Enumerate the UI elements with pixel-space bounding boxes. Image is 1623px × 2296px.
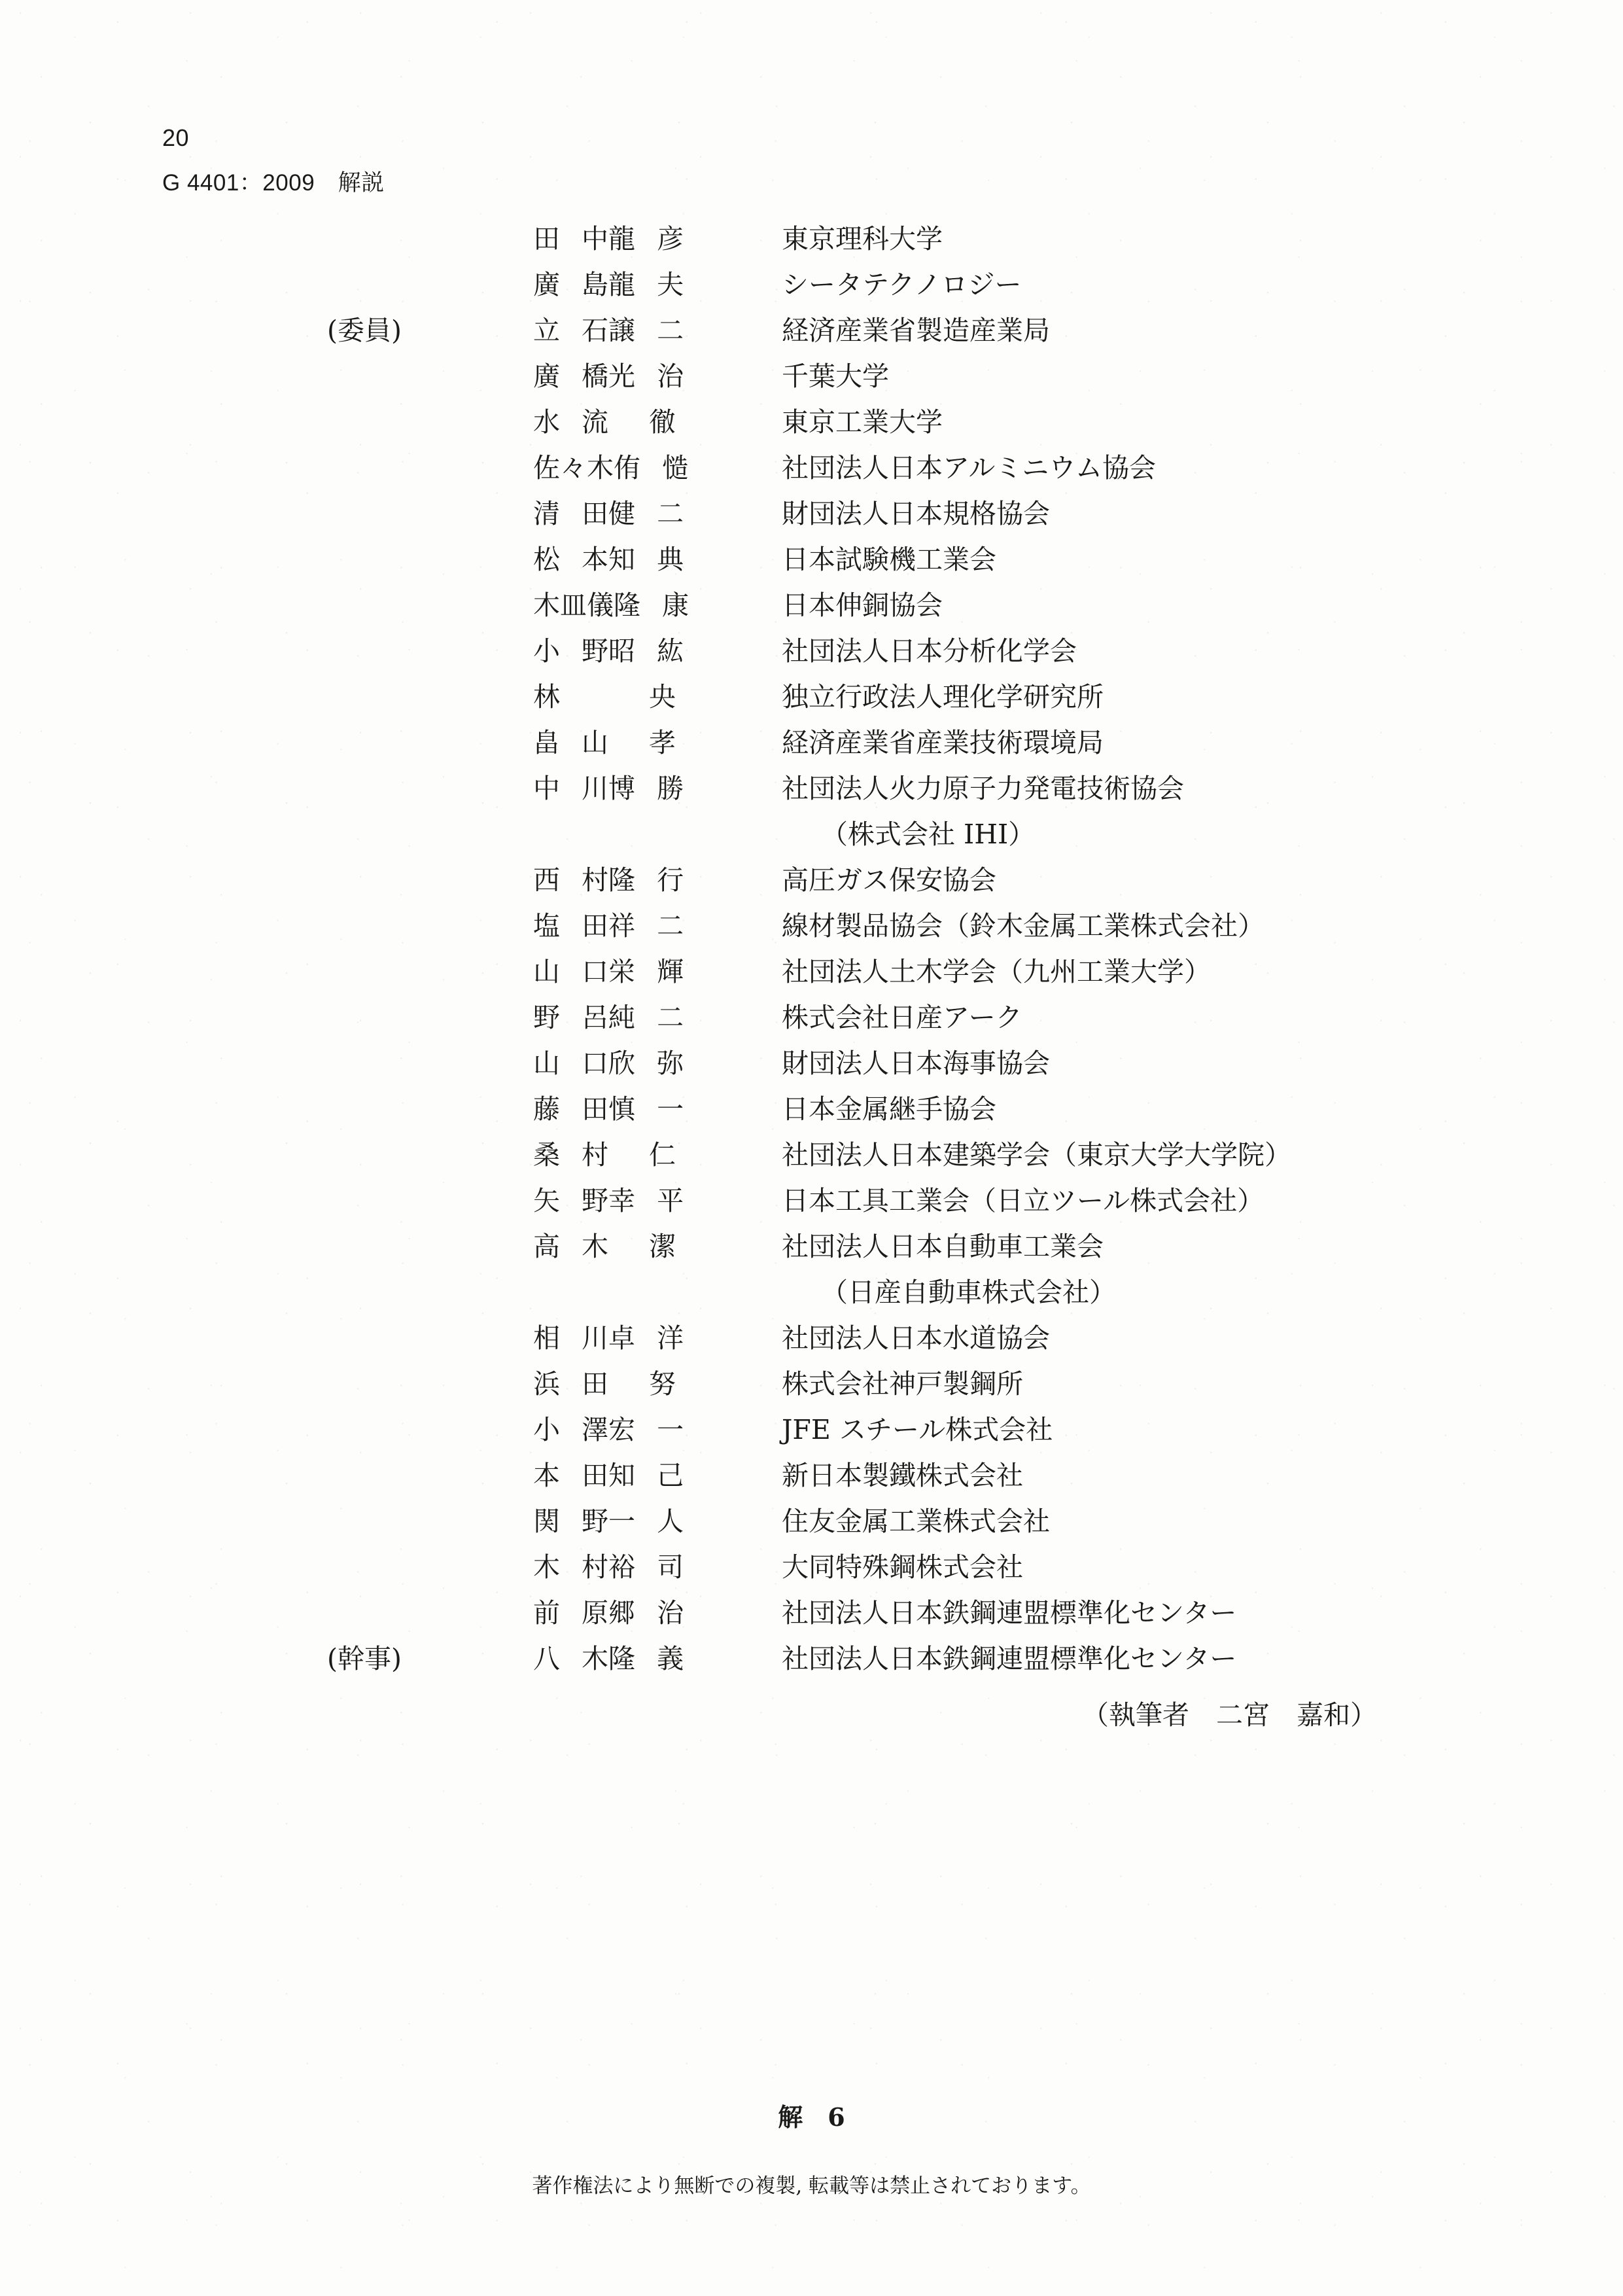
member-surname: 山 口 [533, 1048, 616, 1079]
roster-row [0, 1544, 1623, 1590]
member-given-name: 昭 紘 [608, 635, 691, 667]
member-affiliation: 日本工具工業会（日立ツール株式会社） [782, 1185, 1265, 1216]
member-given-name: 純 二 [608, 1002, 691, 1033]
member-affiliation: 社団法人日本水道協会 [782, 1322, 1050, 1354]
member-surname: 浜 田 [533, 1368, 616, 1400]
roster-member-name [533, 903, 691, 949]
roster-row [0, 1178, 1623, 1224]
roster-row [0, 949, 1623, 995]
member-surname: 小 野 [533, 635, 616, 667]
roster-member-name [533, 1544, 691, 1590]
member-given-name: 宏 一 [608, 1414, 691, 1445]
member-surname: 塩 田 [533, 910, 616, 942]
roster-row [0, 1315, 1623, 1361]
member-affiliation-sub: （日産自動車株式会社） [821, 1277, 1116, 1308]
member-affiliation: 社団法人日本鉄鋼連盟標準化センター [782, 1597, 1237, 1629]
member-given-name: 努 [649, 1368, 682, 1400]
roster-row [0, 1453, 1623, 1498]
roster-member-name [533, 1132, 682, 1178]
member-surname: 前 原 [533, 1597, 616, 1629]
roster-member-name [533, 1086, 691, 1132]
roster-row [0, 582, 1623, 628]
member-affiliation: 日本伸銅協会 [782, 590, 943, 621]
member-given-name: 仁 [649, 1139, 682, 1171]
member-given-name: 一 人 [608, 1506, 691, 1537]
member-given-name: 龍 夫 [608, 269, 691, 300]
member-affiliation: 日本試験機工業会 [782, 544, 996, 575]
roster-row [0, 491, 1623, 537]
member-affiliation: 大同特殊鋼株式会社 [782, 1551, 1023, 1583]
member-given-name: 光 治 [608, 361, 691, 392]
member-affiliation: 株式会社日産アーク [782, 1002, 1022, 1033]
roster-member-name [533, 399, 682, 445]
member-given-name: 譲 二 [608, 315, 691, 346]
roster-role-label: (委員) [327, 315, 402, 346]
committee-roster [0, 216, 1623, 1682]
roster-row-continuation [0, 811, 1623, 857]
member-surname: 矢 野 [533, 1185, 616, 1216]
roster-row [0, 262, 1623, 308]
roster-row [0, 857, 1623, 903]
roster-member-name [533, 1453, 691, 1498]
member-surname: 山 口 [533, 956, 616, 987]
roster-member-name [533, 949, 691, 995]
member-given-name: 博 勝 [608, 773, 691, 804]
roster-row [0, 399, 1623, 445]
roster-member-name [533, 766, 691, 811]
member-given-name: 知 己 [608, 1460, 691, 1491]
roster-row [0, 1224, 1623, 1269]
member-affiliation: 住友金属工業株式会社 [782, 1506, 1050, 1537]
member-surname: 藤 田 [533, 1093, 616, 1125]
member-given-name: 健 二 [608, 498, 691, 529]
member-given-name: 欣 弥 [608, 1048, 691, 1079]
roster-member-name [533, 628, 691, 674]
member-surname: 高 木 [533, 1231, 616, 1262]
roster-member-name [533, 1636, 691, 1682]
member-affiliation: 東京理科大学 [782, 223, 943, 255]
member-affiliation: 社団法人火力原子力発電技術協会 [782, 773, 1184, 804]
member-affiliation: 社団法人日本分析化学会 [782, 635, 1077, 667]
member-surname: 西 村 [533, 864, 616, 896]
member-given-name: 龍 彦 [608, 223, 691, 255]
member-affiliation: 線材製品協会（鈴木金属工業株式会社） [782, 910, 1265, 942]
member-surname: 佐々木 [533, 452, 614, 484]
roster-row [0, 1132, 1623, 1178]
member-affiliation: 経済産業省製造産業局 [782, 315, 1050, 346]
member-given-name: 隆 義 [608, 1643, 691, 1674]
roster-row [0, 1040, 1623, 1086]
member-surname: 木 村 [533, 1551, 616, 1583]
roster-row [0, 353, 1623, 399]
member-affiliation: 株式会社神戸製鋼所 [782, 1368, 1023, 1400]
member-given-name: 侑 慥 [614, 452, 696, 484]
roster-member-name [533, 1315, 691, 1361]
member-surname: 水 流 [533, 406, 616, 438]
standard-header: G 4401：2009 解説 [162, 170, 385, 196]
member-given-name: 郷 治 [608, 1597, 691, 1629]
roster-row [0, 1361, 1623, 1407]
member-given-name: 慎 一 [608, 1093, 691, 1125]
member-given-name: 潔 [649, 1231, 682, 1262]
member-affiliation: 独立行政法人理化学研究所 [782, 681, 1104, 713]
roster-member-name [533, 1224, 682, 1269]
member-given-name: 裕 司 [608, 1551, 691, 1583]
member-affiliation: 社団法人日本自動車工業会 [782, 1231, 1104, 1262]
roster-member-name [533, 720, 682, 766]
member-affiliation: シータテクノロジー [782, 269, 1022, 300]
member-affiliation: 社団法人日本建築学会（東京大学大学院） [782, 1139, 1291, 1171]
member-surname: 小 澤 [533, 1414, 616, 1445]
member-affiliation: 社団法人日本アルミニウム協会 [782, 452, 1156, 484]
roster-row [0, 1590, 1623, 1636]
roster-member-name [533, 1178, 691, 1224]
member-surname: 廣 島 [533, 269, 616, 300]
member-affiliation: 東京工業大学 [782, 406, 943, 438]
member-given-name: 知 典 [608, 544, 691, 575]
member-given-name: 孝 [649, 727, 682, 758]
member-surname: 立 石 [533, 315, 616, 346]
member-surname: 関 野 [533, 1506, 616, 1537]
member-given-name: 栄 輝 [608, 956, 691, 987]
roster-role-label: (幹事) [327, 1643, 402, 1674]
member-affiliation: 千葉大学 [782, 361, 889, 392]
member-surname: 松 本 [533, 544, 616, 575]
member-given-name: 卓 洋 [608, 1322, 691, 1354]
footer-copyright: 著作権法により無断での複製, 転載等は禁止されております。 [532, 2174, 1091, 2198]
member-affiliation: 社団法人土木学会（九州工業大学） [782, 956, 1211, 987]
roster-member-name [533, 308, 691, 353]
member-affiliation: 高圧ガス保安協会 [782, 864, 996, 896]
member-surname: 清 田 [533, 498, 616, 529]
roster-member-name [533, 1407, 691, 1453]
member-affiliation: 財団法人日本海事協会 [782, 1048, 1050, 1079]
roster-row [0, 995, 1623, 1040]
roster-row [0, 903, 1623, 949]
roster-row [0, 445, 1623, 491]
member-surname: 廣 橋 [533, 361, 616, 392]
member-surname: 畠 山 [533, 727, 616, 758]
roster-member-name [533, 857, 691, 903]
member-affiliation-sub: （株式会社 IHI） [821, 819, 1036, 850]
roster-row [0, 1086, 1623, 1132]
footer-section-mark: 解 6 [778, 2102, 845, 2132]
roster-member-name [533, 582, 696, 628]
roster-member-name [533, 995, 691, 1040]
member-affiliation: 経済産業省産業技術環境局 [782, 727, 1104, 758]
member-given-name: 央 [649, 681, 682, 713]
member-affiliation: 日本金属継手協会 [782, 1093, 996, 1125]
member-affiliation: JFE スチール株式会社 [782, 1414, 1053, 1445]
member-surname: 八 木 [533, 1643, 616, 1674]
roster-member-name [533, 491, 691, 537]
roster-row [0, 216, 1623, 262]
roster-row [0, 1636, 1623, 1682]
member-affiliation: 社団法人日本鉄鋼連盟標準化センター [782, 1643, 1237, 1674]
roster-member-name [533, 1040, 691, 1086]
roster-member-name [533, 216, 691, 262]
member-given-name: 隆 行 [608, 864, 691, 896]
member-surname: 中 川 [533, 773, 616, 804]
roster-row [0, 308, 1623, 353]
roster-row [0, 766, 1623, 811]
roster-row [0, 1498, 1623, 1544]
roster-row [0, 1407, 1623, 1453]
member-affiliation: 財団法人日本規格協会 [782, 498, 1050, 529]
roster-member-name [533, 353, 691, 399]
member-surname: 野 呂 [533, 1002, 616, 1033]
member-affiliation: 新日本製鐵株式会社 [782, 1460, 1023, 1491]
roster-row [0, 537, 1623, 582]
member-surname: 木皿儀 [533, 590, 614, 621]
member-surname: 林 [533, 681, 567, 713]
roster-member-name [533, 262, 691, 308]
member-given-name: 隆 康 [614, 590, 696, 621]
member-given-name: 祥 二 [608, 910, 691, 942]
roster-member-name [533, 1590, 691, 1636]
member-given-name: 幸 平 [608, 1185, 691, 1216]
member-surname: 相 川 [533, 1322, 616, 1354]
roster-row [0, 674, 1623, 720]
roster-member-name [533, 445, 696, 491]
member-given-name: 徹 [649, 406, 682, 438]
page-number: 20 [162, 124, 190, 151]
member-surname: 田 中 [533, 223, 616, 255]
roster-member-name [533, 1498, 691, 1544]
roster-member-name [533, 1361, 682, 1407]
member-surname: 本 田 [533, 1460, 616, 1491]
roster-row [0, 720, 1623, 766]
author-note: （執筆者 二宮 嘉和） [1082, 1699, 1377, 1731]
roster-row-continuation [0, 1269, 1623, 1315]
roster-member-name [533, 674, 682, 720]
member-surname: 桑 村 [533, 1139, 616, 1171]
roster-row [0, 628, 1623, 674]
roster-member-name [533, 537, 691, 582]
